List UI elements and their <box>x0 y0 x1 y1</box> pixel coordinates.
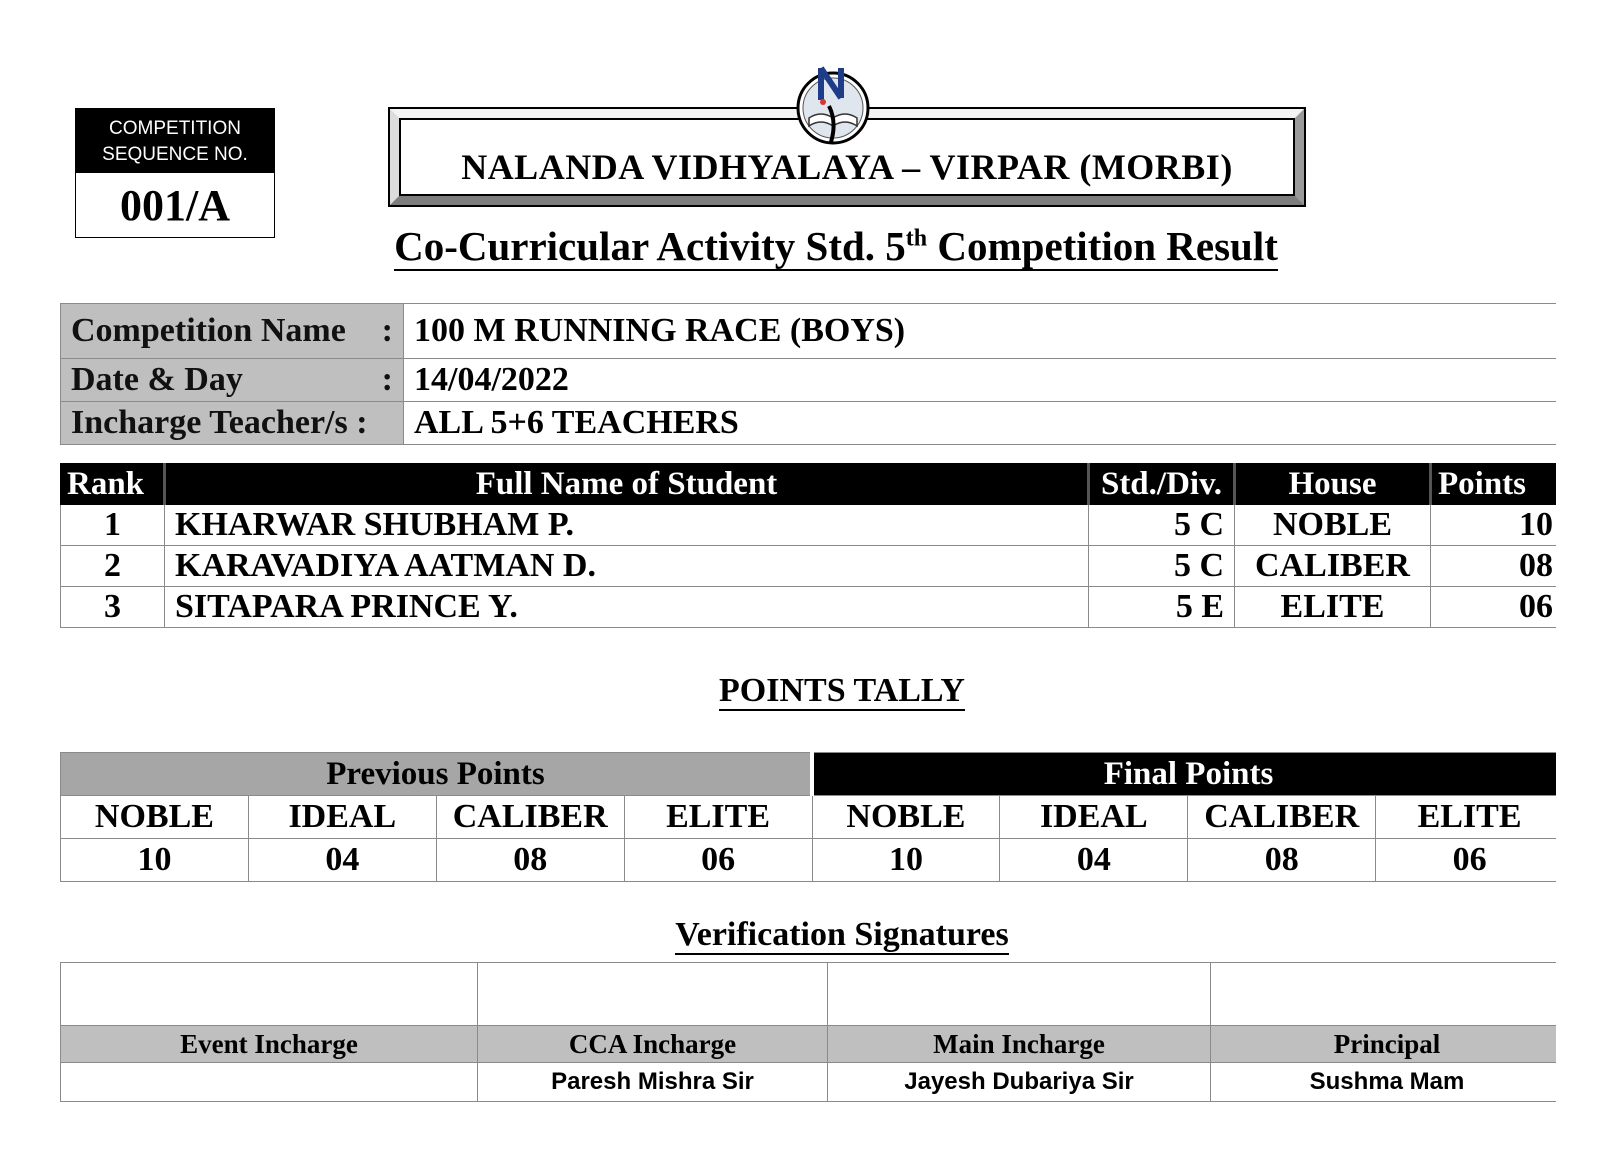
header-name: Full Name of Student <box>165 464 1089 505</box>
date-row: Date & Day : 14/04/2022 <box>61 359 1564 402</box>
school-name: NALANDA VIDHYALAYA – VIRPAR (MORBI) <box>461 147 1233 187</box>
sequence-box <box>75 108 275 238</box>
book-n-logo-icon <box>793 60 873 148</box>
table-row: 1 KHARWAR SHUBHAM P. 5 C NOBLE 10 <box>61 505 1564 546</box>
date-label: Date & Day <box>71 361 243 398</box>
verification-title: Verification Signatures <box>675 916 1009 953</box>
header-house: House <box>1235 464 1431 505</box>
competition-info-table <box>60 303 1564 445</box>
teacher-row <box>61 402 1564 445</box>
points-tally-table <box>60 752 1564 882</box>
table-row: 2 KARAVADIYA AATMAN D. 5 C CALIBER 08 <box>61 546 1564 587</box>
points-tally-title: POINTS TALLY <box>719 672 965 709</box>
table-row: 3 SITAPARA PRINCE Y. 5 E ELITE 06 <box>61 587 1564 628</box>
tally-values-row: 10 04 08 06 10 04 08 06 <box>61 839 1564 882</box>
page-crop-edge <box>1556 0 1617 1155</box>
previous-points-header: Previous Points <box>61 753 813 796</box>
signature-space-row <box>61 963 1564 1026</box>
teacher-label: Incharge Teacher/s : <box>61 402 404 445</box>
date-value: 14/04/2022 <box>404 359 1564 402</box>
teacher-value: ALL 5+6 TEACHERS <box>404 402 1564 445</box>
result-title: Co-Curricular Activity Std. 5th Competition Result <box>394 223 1278 269</box>
competition-name-value: 100 M RUNNING RACE (BOYS) <box>404 304 1564 359</box>
signature-names-row: Paresh Mishra Sir Jayesh Dubariya Sir Sushma Mam <box>61 1063 1564 1102</box>
signature-roles-row: Event Incharge CCA Incharge Main Incharge Principal <box>61 1026 1564 1063</box>
competition-name-label: Competition Name <box>71 312 346 349</box>
competition-name-row: Competition Name : 100 M RUNNING RACE (BOYS) <box>61 304 1564 359</box>
header-rank: Rank <box>61 464 165 505</box>
main-incharge-signature <box>828 963 1211 1026</box>
principal-signature <box>1211 963 1564 1026</box>
cca-incharge-signature <box>478 963 828 1026</box>
sequence-number: 001/A <box>120 181 230 230</box>
header-std: Std./Div. <box>1089 464 1235 505</box>
header-points: Points <box>1431 464 1564 505</box>
tally-houses-row: NOBLE IDEAL CALIBER ELITE NOBLE IDEAL CALIBER ELITE <box>61 796 1564 839</box>
signature-table <box>60 962 1564 1102</box>
sequence-label: COMPETITION SEQUENCE NO. <box>76 109 274 173</box>
event-incharge-signature <box>61 963 478 1026</box>
final-points-header: Final Points <box>812 753 1564 796</box>
ranking-table <box>60 463 1564 628</box>
